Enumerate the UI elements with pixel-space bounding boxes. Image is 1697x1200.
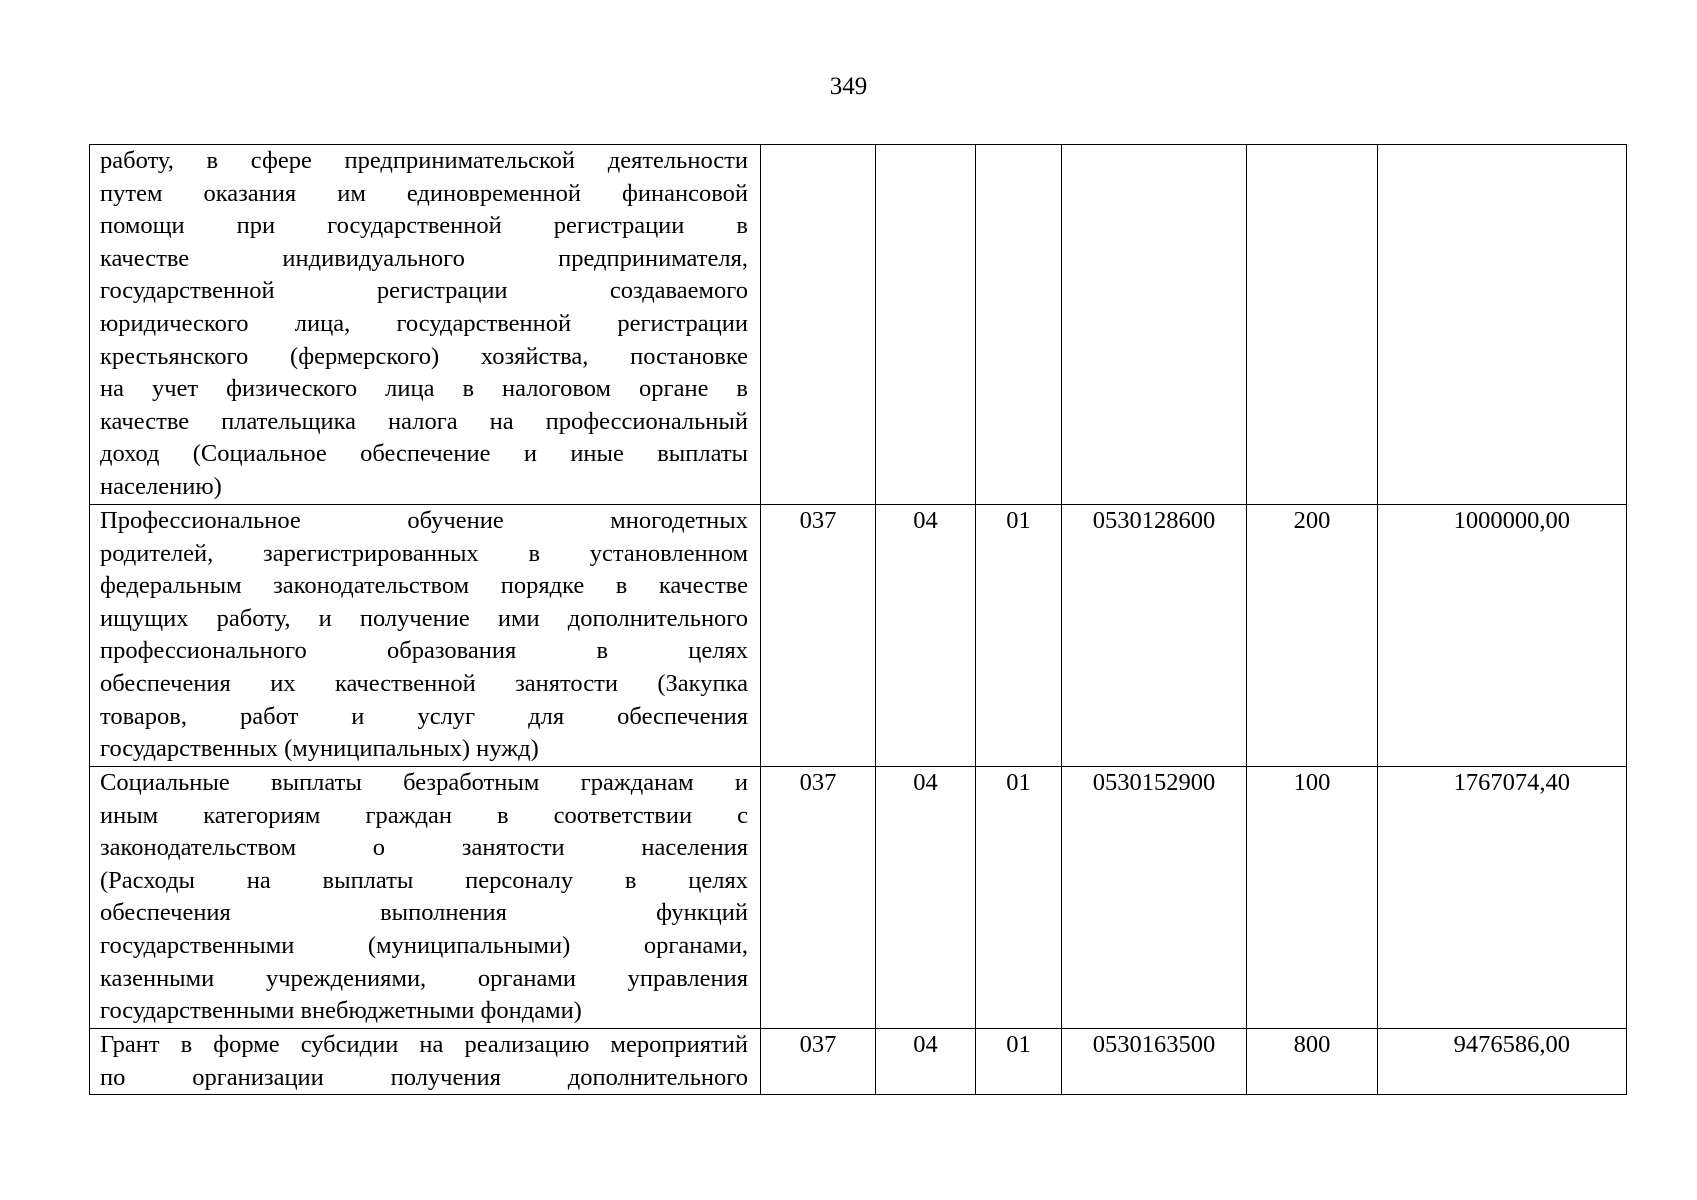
description-line: крестьянского (фермерского) хозяйства, постановке [100, 342, 748, 370]
expense-type-code: 200 [1247, 505, 1378, 767]
table-row [90, 1029, 1627, 1095]
description-line: государственными внебюджетными фондами) [100, 997, 582, 1025]
page-number: 349 [829, 73, 868, 100]
description-line: помощи при государственной регистрации в [100, 212, 748, 240]
subsection-code [976, 145, 1062, 505]
expense-type-code: 100 [1247, 767, 1378, 1029]
subsection-code: 01 [976, 767, 1062, 1029]
table-row [90, 505, 1627, 767]
expense-type-code [1247, 145, 1378, 505]
description-line: законодательством о занятости населения [100, 834, 748, 862]
description-line: путем оказания им единовременной финансовой [100, 179, 748, 207]
description-line: по организации получения дополнительного [100, 1063, 748, 1091]
description-line: казенными учреждениями, органами управления [100, 964, 748, 992]
amount-value [1378, 145, 1627, 505]
description-line: Профессиональное обучение многодетных [100, 507, 748, 534]
description-line: государственной регистрации создаваемого [100, 277, 748, 305]
table-row [90, 145, 1627, 505]
description-line: федеральным законодательством порядке в качестве [100, 572, 748, 600]
expense-type-code: 800 [1247, 1029, 1378, 1095]
description-line: ищущих работу, и получение ими дополнительного [100, 604, 748, 632]
description-line: родителей, зарегистрированных в установленном [100, 539, 748, 567]
description-line: обеспечения их качественной занятости (Закупка [100, 669, 748, 697]
description-line: государственных (муниципальных) нужд) [100, 735, 539, 763]
row-description [90, 767, 761, 1029]
description-line: населению) [100, 472, 222, 500]
subsection-code: 01 [976, 1029, 1062, 1095]
description-line: (Расходы на выплаты персоналу в целях [100, 866, 748, 894]
description-line: профессионального образования в целях [100, 637, 748, 665]
table-row [90, 767, 1627, 1029]
budget-table [89, 144, 1627, 1095]
amount-value: 1767074,40 [1378, 767, 1627, 1029]
description-line: обеспечения выполнения функций [100, 899, 748, 927]
row-description [90, 1029, 761, 1095]
target-article-code: 0530152900 [1062, 767, 1247, 1029]
description-line: доход (Социальное обеспечение и иные выплаты [100, 440, 748, 468]
description-line: юридического лица, государственной регистрации [100, 309, 748, 337]
section-code: 04 [876, 505, 976, 767]
description-line: качестве индивидуального предпринимателя, [100, 244, 748, 272]
description-line: Грант в форме субсидии на реализацию мероприятий [100, 1031, 748, 1058]
description-line: товаров, работ и услуг для обеспечения [100, 702, 748, 730]
ministry-code: 037 [761, 1029, 876, 1095]
section-code: 04 [876, 1029, 976, 1095]
ministry-code: 037 [761, 767, 876, 1029]
subsection-code: 01 [976, 505, 1062, 767]
description-line: иным категориям граждан в соответствии с [100, 801, 748, 829]
target-article-code: 0530163500 [1062, 1029, 1247, 1095]
description-line: на учет физического лица в налоговом органе в [100, 375, 748, 403]
ministry-code: 037 [761, 505, 876, 767]
target-article-code [1062, 145, 1247, 505]
target-article-code: 0530128600 [1062, 505, 1247, 767]
row-description [90, 505, 761, 767]
description-line: работу, в сфере предпринимательской деятельности [100, 147, 748, 174]
description-line: Социальные выплаты безработным гражданам и [100, 769, 748, 796]
section-code [876, 145, 976, 505]
amount-value: 9476586,00 [1378, 1029, 1627, 1095]
amount-value: 1000000,00 [1378, 505, 1627, 767]
description-line: государственными (муниципальными) органами, [100, 931, 748, 959]
description-line: качестве плательщика налога на профессиональный [100, 407, 748, 435]
ministry-code [761, 145, 876, 505]
section-code: 04 [876, 767, 976, 1029]
row-description [90, 145, 761, 505]
